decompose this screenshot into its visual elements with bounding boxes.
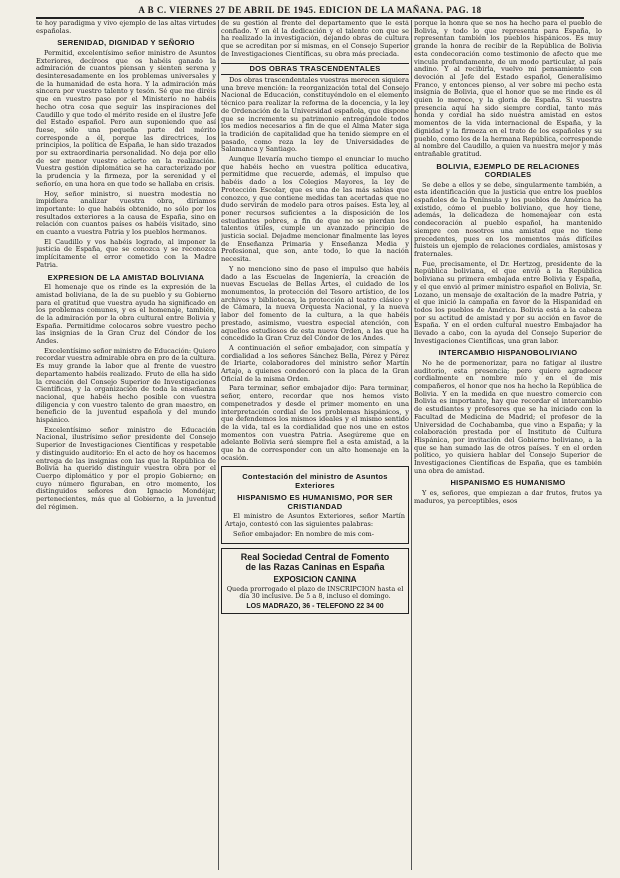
paragraph: Aunque llevaría mucho tiempo el enunciar lo mucho que habéis hecho en vuestra política educativa, permitidme que recuerde, además, el impulso que habéis dado a los Colegios Mayores, la ley de Protección Escolar, que es una de las más sabias que conozco, y que contiene medidas tan acertadas que no dudo servirán de modelo para otros países. Esta ley, al poner recursos suficientes a la disposición de los estudiantes pobres, a fin de que no se pierdan los talentos útiles, cumple un avanzado principio de justicia social. Dejadme mencionar finalmente las leyes de Enseñanza Primaria y Enseñanza Media y Profesional, que son, ante todo, lo que la nación necesita. [221,155,409,264]
paragraph: Y no menciono sino de paso el impulso que habéis dado a las Escuelas de Ingeniería, la creación de nuevas Escuelas de Bellas Artes, el cuidado de los monumentos, la protección del Tesoro artístico, de los archivos y bibliotecas, la protección al teatro clásico y de Cámara, la nueva Orquesta Nacional, y la nueva labor del fomento de la cultura, a la que habéis prestado, asimismo, vuestra especial atención, con aquellos estudiosos de esta nueva Orden, a las que ha concedido la Gran Cruz del Cóndor de los Andes. [221,264,409,343]
section-heading: SERENIDAD, DIGNIDAD Y SEÑORIO [57,38,195,48]
ad-title-line: Real Sociedad Central de Fomento [240,551,390,562]
ad-text: Queda prorrogado el plazo de INSCRIPCION hasta el día 30 inclusive. De 5 a 8, incluso el domingo. [226,584,404,601]
section-heading: EXPRESION DE LA AMISTAD BOLIVIANA [47,272,205,282]
paragraph: Excelentísimo señor ministro de Educación: Quiero recordar vuestra admirable obra en pro de la cultura. Es muy grande la labor que al frente de vuestro departamento habéis realizado. Fruto de ella ha sido la creación del Consejo Superior de Investigaciones Científicas, y la organización de toda la enseñanza nacional, que habéis hecho posible con vuestra diligencia y con vuestro talento de gran maestro, en beneficio de la juventud española y del mundo hispánico. [36,346,216,425]
page-header [36,5,584,17]
paragraph: No he de pormenorizar, para no fatigar al ilustre auditorio, esta presencia; pero quiero agradecer cordialmente en nombre mío y en el de mis compañeros, el honor que nos ha hecho la República de Bolivia. Y en la medida en que nuestro comercio con Bolivia es importante, hay que recordar el intercambio de estudiantes y profesores que se ha iniciado con la Facultad de Medicina de Madrid; el profesor de la Universidad de Cochabamba, que vino a España; y la colaboración prestada por el Instituto de Cultura Hispánica, por invitación del Gobierno boliviano, a la que se han sumado las de otros países. Y en el orden político, yo quisiera hablar del Consejo Superior de Investigaciones Científicas de España, que es también una obra de amistad. [414,358,602,475]
paragraph: de su gestión al frente del departamento que le está confiado. Y en él la dedicación y el talento con que se ha realizado la investigación, dejando obras de cultura que se acreditan por sí mismas, en el Consejo Superior de Investigaciones Científicas, su obra más preciada. [221,20,409,58]
paragraph: Excelentísimo señor ministro de Educación Nacional, ilustrísimo señor presidente del Consejo Superior de Investigaciones Científicas y respetable y distinguido auditorio: En el acto de hoy os hacemos entrega de las insignias con las que la República de Bolivia ha querido distinguir vuestra obra por el Cuerpo diplomático y por el propio Gobierno; en cuyo número figuraban, en otro momento, los distinguidos señores don Ignacio Mondéjar, pertenecientes, más que al Gobierno, a la juventud del régimen. [36,425,216,511]
paragraph: te hoy paradigma y vivo ejemplo de las altas virtudes españolas. [36,20,216,35]
section-heading: HISPANISMO ES HUMANISMO [450,478,566,488]
advertisement [221,548,409,614]
paragraph: El homenaje que os rinde es la expresión de la amistad boliviana, de la de su pueblo y su Gobierno para el gratitud que vuestra ayuda ha significado en los problemas comunes, y es el homenaje, también, de la admiración por la obra cultural entre Bolivia y España. Permitidme colocaros sobre vuestro pecho las insignias de la Gran Cruz del Cóndor de los Andes. [36,283,216,346]
paragraph: El ministro de Asuntos Exteriores, señor Martín Artajo, contestó con las siguientes palabras: [225,512,405,529]
header-rule [36,17,584,19]
paragraph: Fue, precisamente, el Dr. Hertzog, presidente de la República boliviana, el que envió a la República boliviana su primera embajada entre Bolivia y España, y el que envió al primer ministro español en Bolivia, Sr. Lozano, un mensaje de exaltación de la madre Patria, y el que inició la campaña en favor de la Hispanidad en todos los pueblos de América. Bolivia está a la cabeza por su actitud de amistad y por su acción en favor de España. Y en el orden cultural nuestro Embajador ha llevado a cabo, con la ayuda del Consejo Superior de Investigaciones Científicas, una gran labor. [414,259,602,345]
paragraph: Se debe a ellos y se debe, singularmente también, a esta identificación que la justicia que entre los pueblos españoles de la Península y los pueblos de América ha existido, cómo el pueblo boliviano, que hoy tiene, además, la delicadeza de homenajear con esta condecoración al pueblo español, ha mantenido siempre con nosotros una amistad que no tiene precedentes, pues en los momentos más difíciles fuisteis un ejemplo de relaciones cordiales, amistosas y fraternales. [414,180,602,258]
paragraph: Hoy, señor ministro, si nuestra modestia no impidiera analizar vuestra obra, diríamos importante: lo que habéis obtenido, no sólo por los resultados exteriores a la causa de España, sino en relación con cuantos países os habéis visitado, sino en cuanto a vuestra Patria y los pueblos hermanos. [36,189,216,237]
column-divider [218,20,219,870]
section-subheading: HISPANISMO ES HUMANISMO, POR SER CRISTIANDAD [237,493,393,511]
paragraph: Para terminar, señor embajador dijo: Para terminar, señor, entero, recordar que nos hemos visto compenetrados y desde el primer momento en una interpretación cordial de los problemas hispánicos, y que defendemos los mismos ideales y el mismo sentido de la vida, tal es la cordialidad que nos une en estos momentos con vuestra Patria. Asegúreme que en adelante Bolivia será siempre fiel a esta amistad, a la que ha de corresponder con un alto homenaje en la ocasión. [221,384,409,462]
column-2 [221,20,409,872]
reply-box [221,466,409,543]
section-heading: INTERCAMBIO HISPANOBOLIVIANO [438,348,578,358]
section-heading: Contestación del ministro de Asuntos Exteriores [242,472,388,490]
column-3 [414,20,602,872]
column-1 [36,20,216,872]
ad-subtitle: EXPOSICION CANINA [273,574,357,584]
ad-address: LOS MADRAZO, 36 - TELEFONO 22 34 00 [246,602,384,610]
paragraph: Y es, señores, que empiezan a dar frutos, frutos ya maduros, ya perceptibles, esos [414,488,602,505]
paragraph: Señor embajador: En nombre de mis com- [233,529,375,538]
paragraph: Permitid, excelentísimo señor ministro de Asuntos Exteriores, decíroos que os habéis ganado la admiración de cuantos piensan y sienten serena y desinteresadamente en los problemas universales y de la humanidad de esta hora. Y la admiración más sincera por vuestro talento y tesón. Sé que me diréis que en vuestro paso por el Ministerio no habéis hecho otra cosa que seguir las inspiraciones del Caudillo y que todo el mérito reside en el ilustre Jefe del Estado español. Pero aun suponiendo que así fuese, sólo una pequeña parte del mérito corresponde a él, porque las directrices, los principios, la política de España, le han sido trazados por su extraordinaria personalidad. No deja por ello de ser menor vuestro acierto en la realización. Vuestra gestión diplomática se ha caracterizado por la prudencia y la firmeza, por la serenidad y el señorío, en una hora en que todo se hallaba en crisis. [36,48,216,188]
section-heading: DOS OBRAS TRASCENDENTALES [221,63,409,76]
paragraph: A continuación el señor embajador, con simpatía y cordialidad a los señores Sánchez Bella, Pérez y Pérez de Iriarte, colaboradores del ministro señor Martín Artajo, a quienes condecoró con la placa de la Gran Oficial de la misma Orden. [221,343,409,383]
column-divider [411,20,412,870]
header-title: A B C. VIERNES 27 DE ABRIL DE 1945. EDICION DE LA MAÑANA. PAG. 18 [138,5,482,15]
paragraph: porque la honra que se nos ha hecho para el pueblo de Bolivia, y todo lo que representa para España, lo representan también los pueblos hispánicos. Es muy grande la honra de recibir de la República de Bolivia esta condecoración como testimonio de afecto que me vincula profundamente, de un modo particular, al país andino. Y al recibirla, vuelvo mi pensamiento con devoción al Jefe del Estado español, Generalísimo Franco, y entonces pienso, al ver sobre mi pecho esta insignia de Bolivia, que el honor que se me rinde es él quien lo merece, y la gloria de España. Si vuestra presencia aquí ha sido siempre cordial, tanto más honda y cordial ha sido nuestra amistad en estos momentos de la vida internacional de España, y la dignidad y la firmeza en el trato de los españoles y su pueblo, como los de la hermana República, corresponde al nombre del Caudillo, a quien va nuestra mejor y más entrañable gratitud. [414,20,602,158]
paragraph: El Caudillo y vos habéis logrado, al imponer la justicia de España, que se conozca y se reconozca implícitamente el error cometido con la Madre Patria. [36,237,216,269]
section-heading: BOLIVIA, EJEMPLO DE RELACIONES CORDIALES [436,161,580,180]
ad-title-line: de las Razas Caninas en España [245,561,385,572]
paragraph: Dos obras trascendentales vuestras merecen siquiera una breve mención: la reorganización total del Consejo Nacional de Educación, constituyéndolo en el elemento técnico para realizar la reforma de la docencia, y la ley de Ordenación de la Universidad española, que dispone que se incremente su patrimonio entregándole todos los medios necesarios a fin de que el Alma Mater siga la tradición de capitalidad que ha tenido siempre en el pasado, como reza la ley de Universidades de Salamanca y Santiago. [221,76,409,154]
